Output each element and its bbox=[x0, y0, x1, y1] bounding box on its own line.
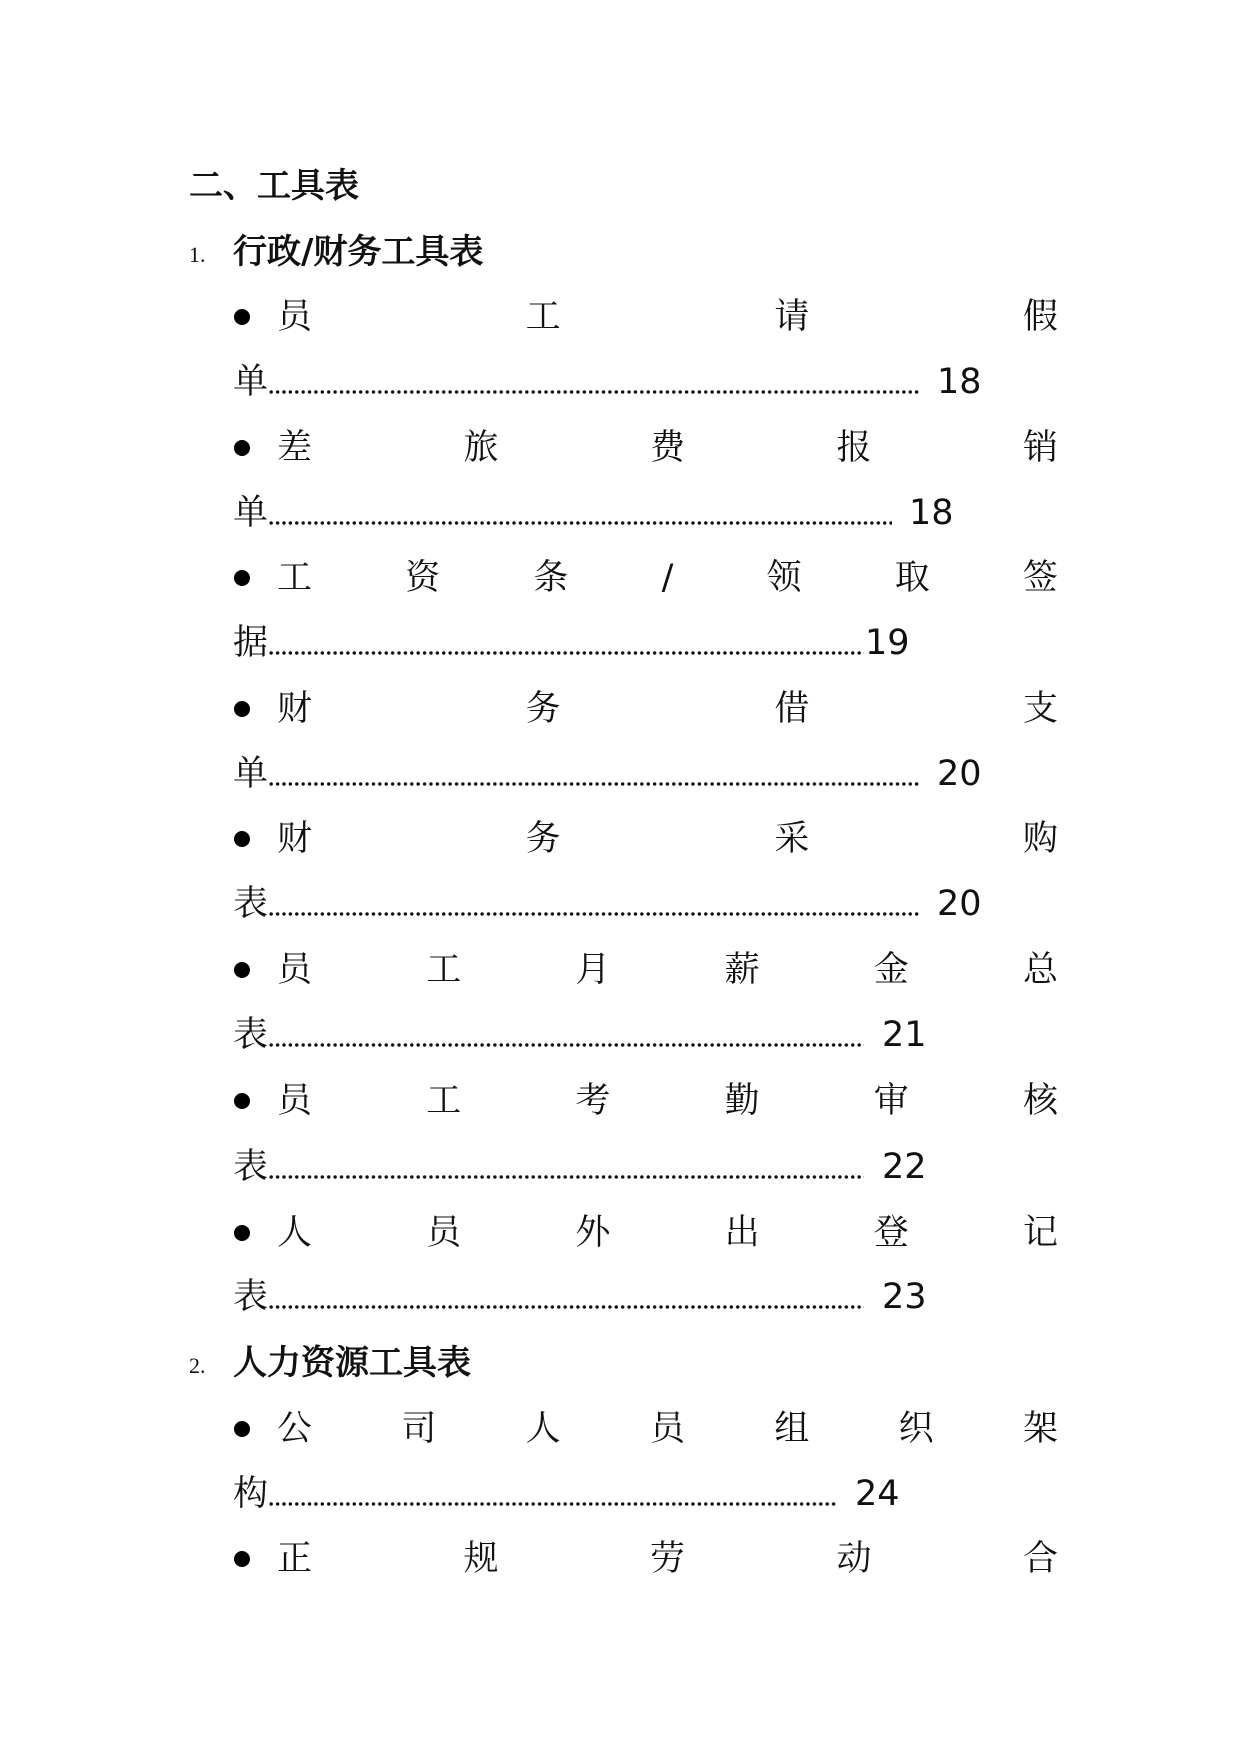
title-char: 考 bbox=[575, 1081, 611, 1121]
title-char: 费 bbox=[649, 428, 685, 468]
toc-leader-line[interactable] bbox=[233, 362, 1013, 402]
bullet-icon bbox=[234, 1225, 250, 1241]
title-char: 表 bbox=[233, 884, 269, 924]
bullet-icon bbox=[234, 1551, 250, 1567]
page-number: 18 bbox=[937, 362, 982, 402]
toc-item-title bbox=[277, 558, 1058, 598]
title-char: 审 bbox=[873, 1081, 909, 1121]
toc-leader-line[interactable] bbox=[233, 1147, 1013, 1187]
title-char: 工 bbox=[525, 297, 561, 337]
bullet-icon bbox=[234, 440, 250, 456]
dot-leader bbox=[268, 1015, 864, 1055]
dot-leader bbox=[268, 623, 864, 663]
title-char: 假 bbox=[1022, 297, 1058, 337]
title-char: 签 bbox=[1022, 558, 1058, 598]
title-char: 表 bbox=[233, 1015, 269, 1055]
toc-item[interactable] bbox=[234, 558, 1058, 598]
page-number: 24 bbox=[855, 1474, 900, 1514]
title-char: 购 bbox=[1022, 819, 1058, 859]
bullet-icon bbox=[234, 831, 250, 847]
title-char: 人 bbox=[525, 1409, 561, 1449]
toc-item-title bbox=[277, 1081, 1058, 1121]
toc-leader-line[interactable] bbox=[233, 1015, 1013, 1055]
title-char: 核 bbox=[1022, 1081, 1058, 1121]
title-char: 组 bbox=[774, 1409, 810, 1449]
title-char: 出 bbox=[724, 1213, 760, 1253]
title-char: 架 bbox=[1022, 1409, 1058, 1449]
title-char: 正 bbox=[277, 1539, 313, 1579]
section-header bbox=[189, 1341, 1089, 1385]
title-char: 合 bbox=[1022, 1539, 1058, 1579]
title-char: 工 bbox=[426, 1081, 462, 1121]
title-char: 勤 bbox=[724, 1081, 760, 1121]
toc-leader-line[interactable] bbox=[233, 623, 1013, 663]
title-char: 登 bbox=[873, 1213, 909, 1253]
section-title: 人力资源工具表 bbox=[233, 1343, 471, 1383]
dot-leader bbox=[268, 754, 919, 794]
toc-item[interactable] bbox=[234, 819, 1058, 859]
title-char: 单 bbox=[233, 362, 269, 402]
section-number: 1. bbox=[189, 242, 206, 267]
title-char: 薪 bbox=[724, 950, 760, 990]
title-char: 据 bbox=[233, 623, 269, 663]
title-char: 财 bbox=[277, 819, 313, 859]
toc-item[interactable] bbox=[234, 689, 1058, 729]
title-char: 规 bbox=[463, 1539, 499, 1579]
title-char: / bbox=[661, 558, 674, 598]
dot-leader bbox=[268, 1147, 864, 1187]
title-char: 领 bbox=[766, 558, 802, 598]
toc-item[interactable] bbox=[234, 1409, 1058, 1449]
title-char: 劳 bbox=[649, 1539, 685, 1579]
toc-item[interactable] bbox=[234, 1539, 1058, 1579]
title-char: 金 bbox=[873, 950, 909, 990]
title-char: 总 bbox=[1022, 950, 1058, 990]
bullet-icon bbox=[234, 570, 250, 586]
page-number: 20 bbox=[937, 754, 982, 794]
title-char: 员 bbox=[426, 1213, 462, 1253]
toc-item[interactable] bbox=[234, 1081, 1058, 1121]
dot-leader bbox=[268, 362, 919, 402]
section-header bbox=[189, 230, 1089, 274]
toc-item-title bbox=[277, 1409, 1058, 1449]
toc-item-title bbox=[277, 819, 1058, 859]
title-char: 采 bbox=[774, 819, 810, 859]
title-char: 单 bbox=[233, 493, 269, 533]
title-char: 织 bbox=[898, 1409, 934, 1449]
toc-leader-line[interactable] bbox=[233, 1277, 1013, 1317]
toc-leader-line[interactable] bbox=[233, 884, 1013, 924]
title-char: 条 bbox=[533, 558, 569, 598]
title-char: 务 bbox=[525, 819, 561, 859]
toc-leader-line[interactable] bbox=[233, 1474, 1013, 1514]
toc-item[interactable] bbox=[234, 950, 1058, 990]
title-char: 表 bbox=[233, 1277, 269, 1317]
title-char: 表 bbox=[233, 1147, 269, 1187]
bullet-icon bbox=[234, 962, 250, 978]
toc-item-title bbox=[277, 428, 1058, 468]
title-char: 请 bbox=[774, 297, 810, 337]
dot-leader bbox=[268, 1474, 837, 1514]
page-number: 21 bbox=[882, 1015, 927, 1055]
page-number: 20 bbox=[937, 884, 982, 924]
title-char: 报 bbox=[836, 428, 872, 468]
title-char: 员 bbox=[277, 297, 313, 337]
dot-leader bbox=[268, 884, 919, 924]
toc-item-title bbox=[277, 297, 1058, 337]
toc-item-title bbox=[277, 689, 1058, 729]
title-char: 员 bbox=[277, 950, 313, 990]
title-char: 人 bbox=[277, 1213, 313, 1253]
title-char: 财 bbox=[277, 689, 313, 729]
toc-item[interactable] bbox=[234, 1213, 1058, 1253]
toc-leader-line[interactable] bbox=[233, 754, 1013, 794]
title-char: 外 bbox=[575, 1213, 611, 1253]
page-number: 22 bbox=[882, 1147, 927, 1187]
title-char: 司 bbox=[401, 1409, 437, 1449]
dot-leader bbox=[268, 493, 892, 533]
title-char: 资 bbox=[405, 558, 441, 598]
toc-leader-line[interactable] bbox=[233, 493, 1013, 533]
page-title: 二、工具表 bbox=[189, 166, 359, 206]
title-char: 动 bbox=[836, 1539, 872, 1579]
title-char: 借 bbox=[774, 689, 810, 729]
page-number: 18 bbox=[909, 493, 954, 533]
title-char: 员 bbox=[649, 1409, 685, 1449]
title-char: 务 bbox=[525, 689, 561, 729]
section-title: 行政/财务工具表 bbox=[233, 232, 484, 272]
title-char: 构 bbox=[233, 1474, 269, 1514]
title-char: 公 bbox=[277, 1409, 313, 1449]
title-char: 员 bbox=[277, 1081, 313, 1121]
title-char: 取 bbox=[894, 558, 930, 598]
title-char: 月 bbox=[575, 950, 611, 990]
bullet-icon bbox=[234, 701, 250, 717]
dot-leader bbox=[268, 1277, 864, 1317]
section-number: 2. bbox=[189, 1353, 206, 1378]
title-char: 差 bbox=[277, 428, 313, 468]
toc-item-title bbox=[277, 1539, 1058, 1579]
title-char: 工 bbox=[426, 950, 462, 990]
title-char: 销 bbox=[1022, 428, 1058, 468]
bullet-icon bbox=[234, 309, 250, 325]
toc-item-title bbox=[277, 950, 1058, 990]
bullet-icon bbox=[234, 1093, 250, 1109]
toc-item-title bbox=[277, 1213, 1058, 1253]
bullet-icon bbox=[234, 1421, 250, 1437]
toc-item[interactable] bbox=[234, 428, 1058, 468]
page-number: 23 bbox=[882, 1277, 927, 1317]
toc-item[interactable] bbox=[234, 297, 1058, 337]
title-char: 支 bbox=[1022, 689, 1058, 729]
title-char: 工 bbox=[277, 558, 313, 598]
page-number: 19 bbox=[865, 623, 910, 663]
title-char: 记 bbox=[1022, 1213, 1058, 1253]
title-char: 单 bbox=[233, 754, 269, 794]
title-char: 旅 bbox=[463, 428, 499, 468]
